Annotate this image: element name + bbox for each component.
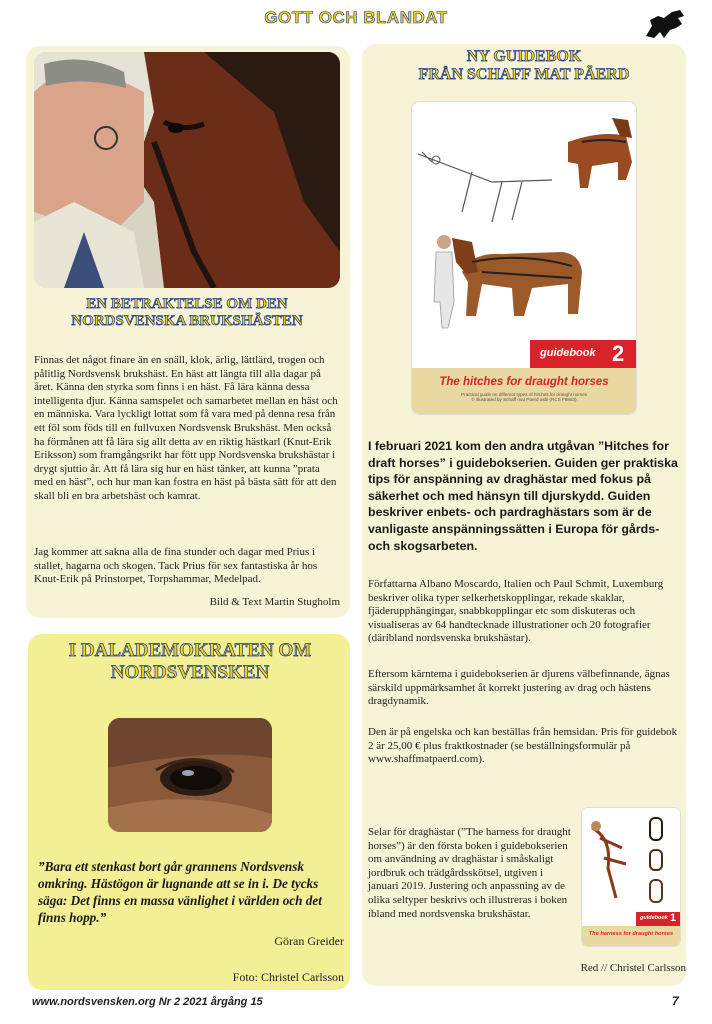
book-title-band — [412, 368, 636, 414]
small-book-badge-label: guidebook — [640, 915, 668, 921]
book-illustration — [412, 102, 636, 340]
footer-site: www.nordsvensken.org Nr 2 2021 årgång 15 — [32, 996, 263, 1008]
section-header: GOTT OCH BLANDAT — [264, 8, 448, 27]
guide-body-selar: Selar för draghästar (”The harness for draught horses”) är den första boken i guidebokserien om användning av draghästar i småskaligt jordbruk och trädgårdsskötsel, utgiven i januari 2019. Justering och anpassning av de olika seltyper beskrivs och illustreras i boken ibland med nordsvenska brukshästar. — [368, 826, 571, 920]
quote-author: Göran Greider — [274, 934, 344, 948]
small-book-badge-number: 1 — [670, 912, 677, 924]
book-copyright: © illustrated by Schaff mat Päerd asbl (RCS F8863) — [471, 397, 577, 402]
guide-lead: I februari 2021 kom den andra utgåvan ”Hitches for draft horses” i guidebokserien. Guiden ger praktiska tips för anspänning av draghästar med fokus på säkerhet och med hänsyn till djurskydd. Guiden beskriver enbets- och pardraghästars som är de vanligaste anspänningssätten i Europa för gårds- och skogsarbeten. — [368, 439, 678, 553]
book-cover-guidebook-1 — [582, 808, 680, 946]
book-badge-label: guidebook — [540, 347, 596, 359]
guide-body-order: Den är på engelska och kan beställas från hemsidan. Pris för guidebok 2 är 25,00 € plus fraktkostnader (se beställningsformulär på www.shaffmatpaerd.com). — [368, 726, 678, 766]
book-cover-guidebook-2 — [412, 102, 636, 414]
guide-body-authors: Författarna Albano Moscardo, Italien och Paul Schmit, Luxemburg beskriver olika typer selkerhetskopplingar, rekade skaklar, fjäderupphängingar, snabbkopplingar etc som diskuteras och visualiseras av 64 handtecknade illustrationer och 20 fotografier (däribland nordsvenska brukshästar). — [368, 578, 664, 645]
headline-line: I DALADEMOKRATEN OM — [68, 640, 312, 661]
photo-horse-eye — [108, 718, 272, 832]
headline-line: NY GUIDEBOK — [466, 48, 582, 65]
guide-body-welfare: Eftersom kärntema i guidebokserien är djurens välbefinnande, ägnas särskild uppmärksamhet åt korrekt justering av drag och hästens dragdynamik. — [368, 668, 670, 708]
book-subtitle: Practical guide on different types of hitches for draught horses — [460, 392, 588, 397]
article-credit: Bild & Text Martin Stugholm — [209, 596, 340, 608]
photo-credit: Foto: Christel Carlsson — [232, 970, 344, 984]
book-badge — [530, 340, 636, 368]
small-book-title-band — [582, 926, 680, 946]
harness-illustration — [582, 808, 680, 912]
headline-line: FRÅN SCHAFF MAT PÄERD — [418, 66, 630, 84]
headline-line: NORDSVENSKA BRUKSHÄSTEN — [71, 313, 303, 330]
article-headline-dalademokraten — [34, 640, 346, 684]
page-number: 7 — [672, 994, 679, 1008]
article-headline-betraktelse — [34, 296, 340, 331]
photo-man-with-horse — [34, 52, 340, 288]
small-book-title: The harness for draught horses — [588, 931, 674, 937]
article-body-betraktelse: Finnas det något finare än en snäll, klok, ärlig, lättlärd, trogen och pålitlig Nordsvensk brukshäst. En häst att längta till alla dagar på året. Känna den styrka som finns i en häst. Få lära känna dessa intelligenta djur. Känna samspelet och samarbetet mellan en häst och en människa. Vara lyckligt lottat som få vara med på denna resa från ett föl som föds till en fullvuxen Nordsvensk Brukshäst. Men också ha förmånen att få lära sig allt detta av en riktig hästkarl (Knut-Erik Eriksson) som framgångsrikt har fött upp Nordsvenska brukshästar i drygt sjuttio år. Att få lära sig hur en häst tänker, att kunna ”prata med en häst”, och hur man kan fostra en häst på bästa sätt för att den skall bli en bra arbetshäst och kamrat. — [34, 354, 338, 502]
headline-line: NORDSVENSKEN — [110, 661, 270, 683]
book-badge-number: 2 — [612, 341, 625, 366]
article-body-closing: Jag kommer att sakna alla de fina stunder och dagar med Prius i stallet, hagarna och skogen. Tack Prius för sex fantastiska år hos Knut-Erik på Prinstorpet, Torpshammar, Medelpad. — [34, 546, 318, 586]
article-headline-guidebok — [362, 48, 686, 85]
horse-logo-icon — [642, 8, 688, 42]
book-title: The hitches for draught horses — [439, 376, 609, 388]
small-book-badge — [636, 912, 680, 926]
headline-line: EN BETRAKTELSE OM DEN — [86, 296, 288, 312]
dala-quote: ”Bara ett stenkast bort går grannens Nordsvensk omkring. Hästögon är lugnande att se in i. De tycks säga: Det finns en massa vänlighet i världen och det finns hopp.” — [38, 859, 322, 925]
guide-credit: Red // Christel Carlsson — [580, 962, 686, 974]
